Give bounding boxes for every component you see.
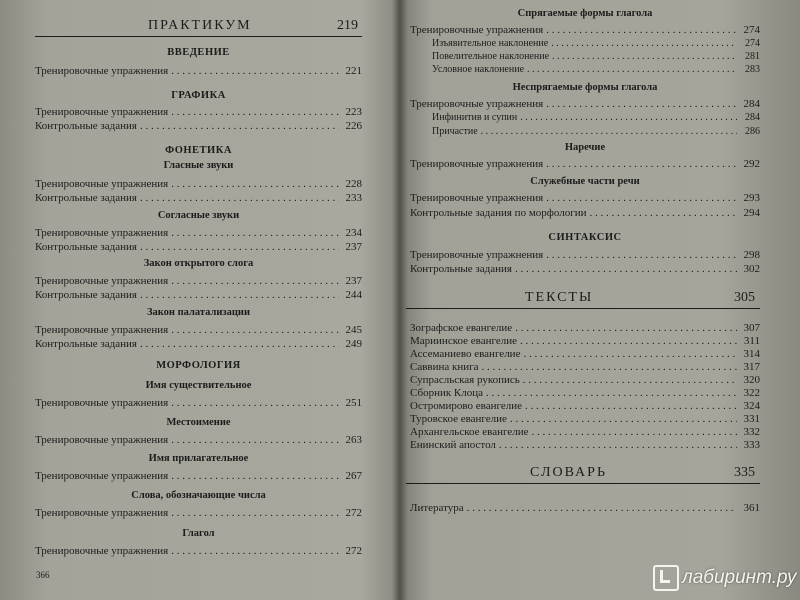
section-heading: ВВЕДЕНИЕ <box>167 47 230 58</box>
subsection-heading: Закон палатализации <box>146 307 251 318</box>
toc-entry: Мариинское евангелие . . . 311 <box>410 335 760 349</box>
toc-entry: Тренировочные упражнения . . . 245 <box>35 324 362 338</box>
toc-entry: Контрольные задания по морфологии . . . 294 <box>410 207 760 221</box>
toc-entry: Условное наклонение . . . 283 <box>432 64 760 78</box>
toc-entry: Тренировочные упражнения . . . 272 <box>35 507 362 521</box>
toc-entry: Контрольные задания . . . 249 <box>35 338 362 352</box>
toc-entry: Контрольные задания . . . 237 <box>35 241 362 255</box>
toc-entry: Тренировочные упражнения . . . 274 <box>410 24 760 38</box>
section-heading: СИНТАКСИС <box>548 232 622 243</box>
toc-entry: Тренировочные упражнения . . . 221 <box>35 65 362 79</box>
right-page <box>402 0 800 600</box>
toc-entry: Повелительное наклонение . . . 281 <box>432 51 760 65</box>
watermark-text: лабиринт.ру <box>682 567 797 588</box>
toc-entry: Тренировочные упражнения . . . 284 <box>410 98 760 112</box>
part-heading-page-number: 335 <box>734 465 755 480</box>
toc-entry: Тренировочные упражнения . . . 272 <box>35 545 362 559</box>
toc-entry: Контрольные задания . . . 226 <box>35 120 362 134</box>
labirint-watermark <box>653 565 796 591</box>
toc-entry: Сборник Клоца . . . 322 <box>410 387 760 401</box>
toc-entry: Саввина книга . . . 317 <box>410 361 760 375</box>
toc-entry: Контрольные задания . . . 233 <box>35 192 362 206</box>
toc-entry: Контрольные задания . . . 244 <box>35 289 362 303</box>
part-rule <box>406 308 760 309</box>
toc-entry: Тренировочные упражнения . . . 237 <box>35 275 362 289</box>
part-heading-dictionary: СЛОВАРЬ <box>530 465 607 480</box>
part-rule <box>406 483 760 484</box>
toc-entry: Ассеманиево евангелие . . . 314 <box>410 348 760 362</box>
subsection-heading: Согласные звуки <box>157 210 240 221</box>
subsection-heading: Глагол <box>182 528 215 539</box>
toc-entry: Тренировочные упражнения . . . 298 <box>410 249 760 263</box>
subsection-heading: Имя существительное <box>145 380 252 391</box>
toc-entry: Супрасльская рукопись . . . 320 <box>410 374 760 388</box>
header-rule <box>35 36 362 37</box>
toc-entry: Инфинитив и супин . . . 284 <box>432 112 760 126</box>
toc-entry: Литература . . . 361 <box>410 502 760 516</box>
running-head: ПРАКТИКУМ <box>148 18 252 33</box>
toc-entry: Туровское евангелие . . . 331 <box>410 413 760 427</box>
running-head-page-number: 219 <box>337 18 358 33</box>
section-heading: ФОНЕТИКА <box>165 145 232 156</box>
subsection-heading: Наречие <box>564 142 606 153</box>
toc-entry: Тренировочные упражнения . . . 228 <box>35 178 362 192</box>
part-heading-texts: ТЕКСТЫ <box>525 290 594 305</box>
left-page <box>0 0 398 600</box>
section-heading: МОРФОЛОГИЯ <box>156 360 241 371</box>
subsection-heading: Спрягаемые формы глагола <box>517 8 653 19</box>
toc-entry: Тренировочные упражнения . . . 234 <box>35 227 362 241</box>
toc-entry: Остромирово евангелие . . . 324 <box>410 400 760 414</box>
toc-entry: Тренировочные упражнения . . . 293 <box>410 192 760 206</box>
toc-entry: Контрольные задания . . . 302 <box>410 263 760 277</box>
subsection-heading: Служебные части речи <box>530 176 640 187</box>
part-heading-page-number: 305 <box>734 290 755 305</box>
subsection-heading: Слова, обозначающие числа <box>131 490 266 501</box>
section-heading: ГРАФИКА <box>171 90 226 101</box>
subsection-heading: Местоимение <box>166 417 231 428</box>
toc-entry: Изъявительное наклонение . . . 274 <box>432 38 760 52</box>
toc-entry: Тренировочные упражнения . . . 292 <box>410 158 760 172</box>
subsection-heading: Закон открытого слога <box>143 258 254 269</box>
toc-entry: Енинский апостол . . . 333 <box>410 439 760 453</box>
toc-entry: Архангельское евангелие . . . 332 <box>410 426 760 440</box>
subsection-heading: Неспрягаемые формы глагола <box>512 82 658 93</box>
toc-entry: Тренировочные упражнения . . . 263 <box>35 434 362 448</box>
folio-number: 366 <box>36 570 50 580</box>
toc-entry: Тренировочные упражнения . . . 251 <box>35 397 362 411</box>
subsection-heading: Гласные звуки <box>163 160 234 171</box>
toc-entry: Зографское евангелие . . . 307 <box>410 322 760 336</box>
toc-entry: Тренировочные упражнения . . . 223 <box>35 106 362 120</box>
toc-entry: Тренировочные упражнения . . . 267 <box>35 470 362 484</box>
subsection-heading: Имя прилагательное <box>148 453 249 464</box>
labirint-logo-icon <box>653 565 679 591</box>
toc-entry: Причастие . . . 286 <box>432 126 760 140</box>
